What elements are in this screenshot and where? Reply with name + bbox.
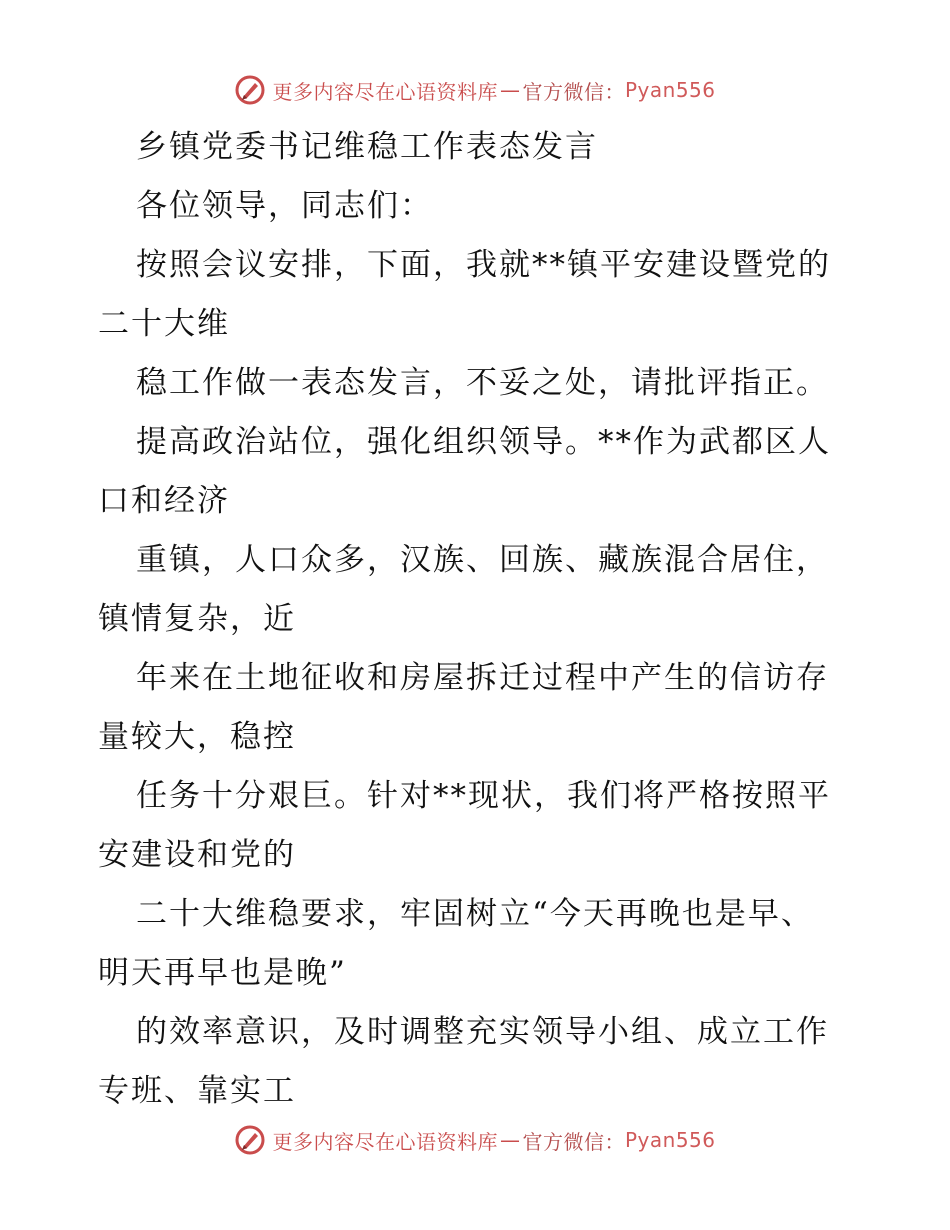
text-line: 年来在土地征收和房屋拆迁过程中产生的信访存 [136,660,829,696]
footer-banner [0,1118,950,1162]
banner-wechat-label: 官方微信： [522,1129,625,1154]
document-body [98,118,858,1121]
text-line: 二十大维稳要求，牢固树立“今天再晚也是早、 [136,896,814,932]
pen-logo-icon [234,74,266,106]
banner-text: 更多内容尽在心语资料库 [272,79,498,104]
text-line: 明天再早也是晚” [98,955,347,991]
document-title: 乡镇党委书记维稳工作表态发言 [136,129,598,165]
banner-text: 更多内容尽在心语资料库 [272,1129,498,1154]
text-line: 稳工作做一表态发言，不妥之处，请批评指正。 [136,365,829,401]
text-line: 任务十分艰巨。针对**现状，我们将严格按照平 [136,778,831,814]
salutation: 各位领导，同志们： [136,188,433,224]
text-line: 的效率意识，及时调整充实领导小组、成立工作 [136,1014,829,1050]
banner-wechat-id: Pyan556 [624,78,716,102]
text-line: 安建设和党的 [98,837,296,873]
text-line: 专班、靠实工 [98,1073,296,1109]
banner-wechat-label: 官方微信： [522,79,625,104]
header-banner [0,68,950,112]
text-line: 按照会议安排，下面，我就**镇平安建设暨党的 [136,247,831,283]
pen-logo-icon [234,1124,266,1156]
text-line: 口和经济 [98,483,230,519]
banner-separator: — [499,1128,521,1152]
text-line: 提高政治站位，强化组织领导。**作为武都区人 [136,424,831,460]
banner-separator: — [499,78,521,102]
text-line: 重镇，人口众多，汉族、回族、藏族混合居住， [136,542,829,578]
text-line: 二十大维 [98,306,230,342]
text-line: 量较大，稳控 [98,719,296,755]
banner-wechat-id: Pyan556 [624,1128,716,1152]
text-line: 镇情复杂，近 [98,601,296,637]
